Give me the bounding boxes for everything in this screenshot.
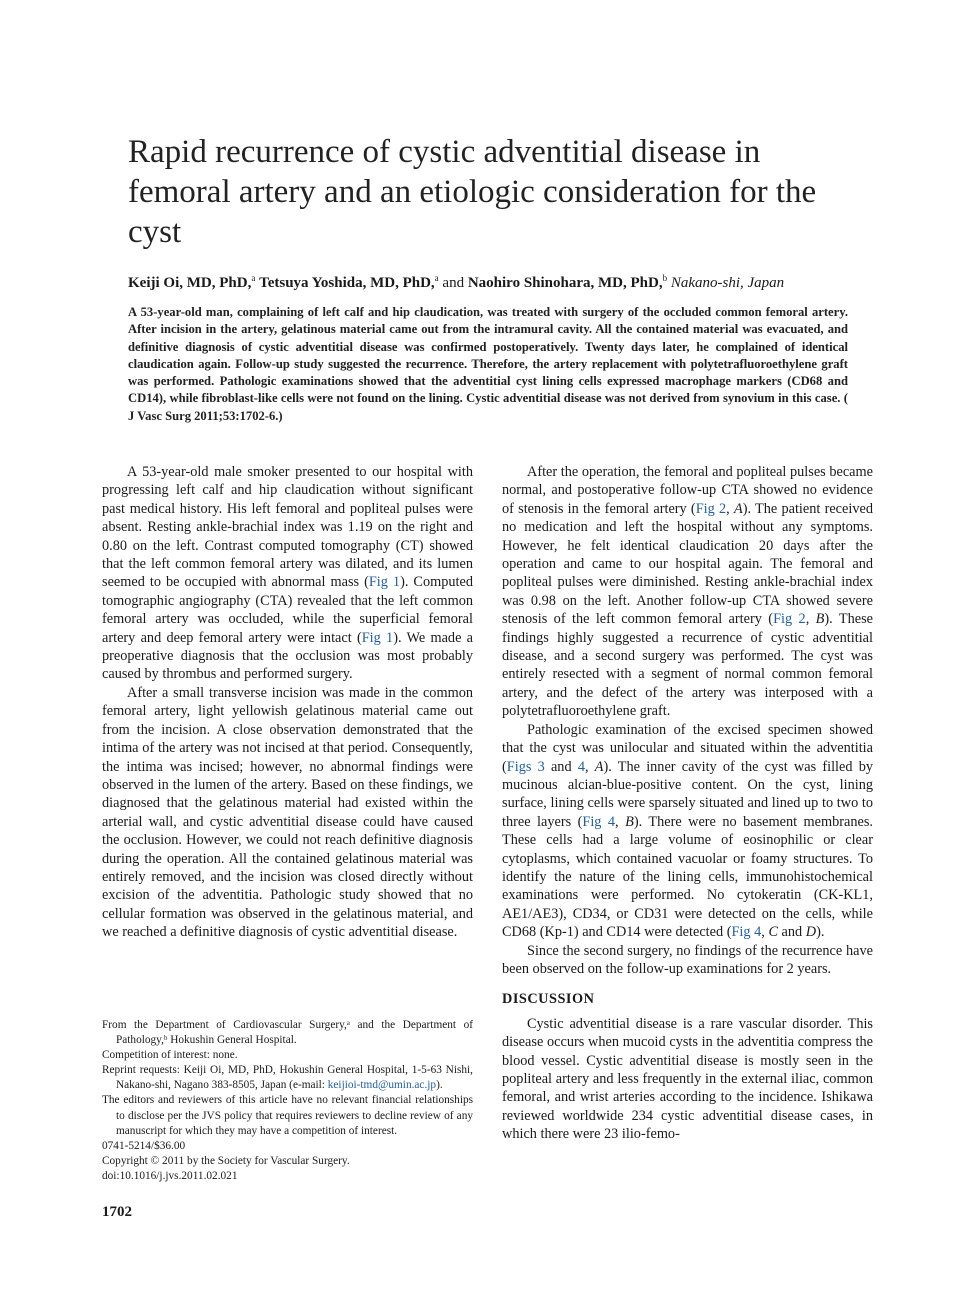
article-title: Rapid recurrence of cystic adventitial disease in femoral artery and an etiologic consideration for the cyst [128, 134, 817, 250]
fig-2-link[interactable]: Fig 2 [695, 500, 727, 517]
text-run: , [615, 813, 626, 830]
text-run: ). We made a preoperative diagnosis that the occlusion was most probably caused by thrombus and performed surgery. [102, 629, 473, 683]
panel-label: B [625, 813, 634, 830]
author-1: Keiji Oi, MD, PhD, [128, 275, 252, 291]
panel-label: A [594, 758, 604, 775]
text-run: ). [436, 1079, 443, 1092]
text-run: A 53-year-old male smoker presented to our hospital with progressing left calf and hip claudication without significant past medical history. His left femoral and popliteal pulses were absent. Resting ankle-brachial index was 1.19 on the right and 0.80 on the left. Contrast computed tomography (CT) showed that the left common femoral artery was dilated, and its lumen seemed to be occupied with abnormal mass ( [102, 464, 473, 591]
footnote-doi: doi:10.1016/j.jvs.2011.02.021 [102, 1169, 238, 1182]
text-run: ). The inner cavity of the cyst was filled by mucinous alcian-blue-positive content. On the cyst, lining surface, lining cells were sparsely situated and lined up to two to three layers ( [502, 758, 874, 830]
abstract: A 53-year-old man, complaining of left calf and hip claudication, was treated with surgery of the occluded common femoral artery. After incision in the artery, gelatinous material came out from the intramural cavity. All the contained material was evacuated, and definitive diagnosis of cystic adventitial disease was confirmed postoperatively. Twenty days later, he complained of identical claudication again. Follow-up study suggested the recurrence. Therefore, the artery replacement with polytetrafluoroethylene graft was performed. Pathologic examinations showed that the adventitial cyst lining cells expressed macrophage markers (CD68 and CD14), while fibroblast-like cells were not found on the lining. Cystic adventitial disease was not derived from synovium in this case. ( J Vasc Surg 2011;53:1702-6.) [128, 305, 848, 423]
author-3-affiliation: b [662, 273, 668, 283]
page-number: 1702 [102, 1204, 132, 1220]
left-column [102, 463, 473, 942]
footnote-affiliations: From the Department of Cardiovascular Surgery,ᵃ and the Department of Pathology,ᵇ Hokushin General Hospital. [102, 1019, 473, 1047]
text-run: Pathologic examination of the excised specimen showed that the cyst was unilocular and situated within the adventitia ( [502, 721, 873, 775]
text-run: ). The patient received no medication and left the hospital without any symptoms. However, he felt identical claudication 20 days after the operation and came to our hospital again. The femoral and popliteal pulses were diminished. Resting ankle-brachial index was 0.98 on the left. Another follow-up CTA showed severe stenosis of the left common femoral artery ( [502, 500, 873, 628]
fig-4-link[interactable]: Fig 4 [731, 924, 762, 941]
footnotes [102, 1018, 473, 1184]
fig-1-link[interactable]: Fig 1 [361, 629, 394, 646]
footnote-issn: 0741-5214/$36.00 [102, 1139, 186, 1152]
fig-1-link[interactable]: Fig 1 [368, 574, 401, 591]
fig-3-link[interactable]: Figs 3 [506, 758, 545, 775]
discussion-heading: DISCUSSION [502, 991, 595, 1008]
text-run: Reprint requests: Keiji Oi, MD, PhD, Hokushin General Hospital, 1-5-63 Nishi, Nakano-shi, Nagano 383-8505, Japan (e-mail: [102, 1064, 473, 1092]
fig-4-link[interactable]: 4 [577, 758, 585, 775]
text-run: ). Computed tomographic angiography (CTA) revealed that the left common femoral artery was occluded, while the superficial femoral artery and deep femoral artery were intact ( [102, 574, 473, 646]
text-run: ). These findings highly suggested a recurrence of cystic adventitial disease, and a second surgery was performed. The cyst was entirely resected with a segment of normal common femoral artery, and the defect of the artery was interposed with a polytetrafluoroethylene graft. [502, 611, 873, 720]
text-run: , [726, 500, 734, 517]
author-2-affiliation: a [434, 273, 439, 283]
fig-4-link[interactable]: Fig 4 [582, 813, 616, 830]
author-line [128, 268, 868, 293]
paragraph-case-presentation [102, 463, 473, 684]
footnote-copyright: Copyright © 2011 by the Society for Vascular Surgery. [102, 1154, 350, 1167]
text-run: ). There were no basement membranes. These cells had a large volume of eosinophilic or clear cytoplasms, which contained vacuolar or foamy structures. To identify the nature of the lining cells, immunohistochemical examinations were performed. No cytokeratin (CK-KL1, AE1/AE3), CD34, or CD31 were detected on the cells, while CD68 (Kp-1) and CD14 were detected ( [502, 813, 873, 941]
paragraph-pathology [502, 721, 873, 942]
footnote-reprint [102, 1063, 473, 1093]
author-conjunction: and [442, 275, 465, 291]
text-run: and [544, 758, 578, 775]
right-column [502, 463, 873, 1144]
text-run: , [805, 611, 816, 628]
footnote-competition: Competition of interest: none. [102, 1049, 238, 1062]
fig-2-link[interactable]: Fig 2 [773, 611, 806, 628]
author-location: Nakano-shi, Japan [670, 275, 785, 291]
text-run: and [777, 924, 806, 941]
author-1-affiliation: a [251, 273, 256, 283]
panel-label: B [815, 611, 825, 628]
panel-label: D [805, 924, 817, 941]
author-3: Naohiro Shinohara, MD, PhD, [467, 275, 663, 291]
text-run: After the operation, the femoral and popliteal pulses became normal, and postoperative follow-up CTA showed no evidence of stenosis in the femoral artery ( [502, 464, 873, 517]
paragraph-surgery: After a small transverse incision was made in the common femoral artery, light yellowish gelatinous material came out from the incision. A close observation demonstrated that the intima of the artery was not incised at that period. Consequently, the intima was incised; however, no abnormal findings were observed in the lumen of the artery. Based on these findings, we diagnosed that the gelatinous material had existed within the arterial wall, and cystic adventitial disease could have caused the occlusion. However, we could not reach definitive diagnosis during the operation. All the contained gelatinous material was entirely removed, and the incision was closed directly without excision of the adventitia. Pathologic study showed that no cellular formation was observed in the gelatinous material, and we reached a definitive diagnosis of cystic adventitial disease. [102, 684, 473, 941]
text-run: ). [816, 924, 825, 941]
paragraph-discussion: Cystic adventitial disease is a rare vascular disorder. This disease occurs when mucoid cysts in the adventitia compress the blood vessel. Cystic adventitial disease is mostly seen in the popliteal artery and less frequently in the external iliac, common femoral, and wrist arteries according to the incidence. Ishikawa reviewed worldwide 234 cystic adventitial disease cases, in which there were 23 ilio-femo- [502, 1015, 873, 1143]
text-run: , [761, 924, 769, 941]
panel-label: C [768, 924, 778, 941]
footnote-editors: The editors and reviewers of this article have no relevant financial relationships to disclose per the JVS policy that requires reviewers to decline review of any manuscript for which they may have a competition of interest. [102, 1094, 473, 1137]
paragraph-postoperative [502, 463, 873, 721]
paragraph-follow-up: Since the second surgery, no findings of the recurrence have been observed on the follow-up examinations for 2 years. [502, 942, 873, 977]
email-link[interactable]: keijioi-tmd@umin.ac.jp [327, 1079, 437, 1092]
author-2: Tetsuya Yoshida, MD, PhD, [259, 275, 435, 291]
text-run: , [584, 758, 595, 775]
panel-label: A [733, 500, 743, 517]
